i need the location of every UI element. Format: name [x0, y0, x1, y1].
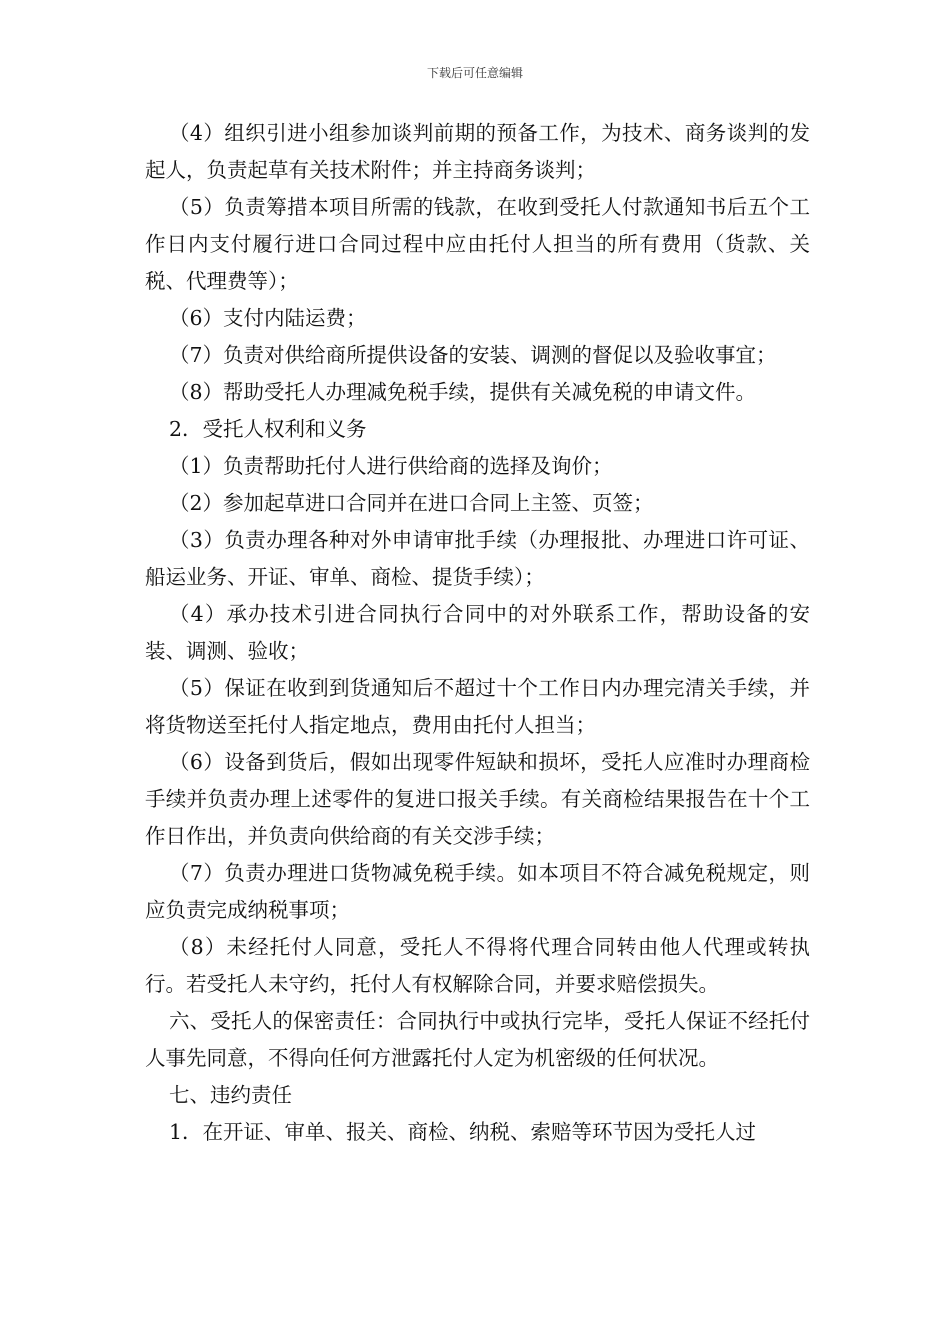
paragraph: （4）组织引进小组参加谈判前期的预备工作，为技术、商务谈判的发起人，负责起草有关技术附件；并主持商务谈判； [145, 121, 810, 182]
paragraph: 六、受托人的保密责任：合同执行中或执行完毕，受托人保证不经托付人事先同意，不得向任何方泄露托付人定为机密级的任何状况。 [145, 1009, 810, 1070]
paragraph: （8）帮助受托人办理减免税手续，提供有关减免税的申请文件。 [169, 380, 757, 404]
paragraph: （5）保证在收到到货通知后不超过十个工作日内办理完清关手续，并将货物送至托付人指定地点，费用由托付人担当； [145, 676, 810, 737]
paragraph: （3）负责办理各种对外申请审批手续（办理报批、办理进口许可证、船运业务、开证、审单、商检、提货手续）； [145, 528, 810, 589]
section-heading: 2．受托人权利和义务 [169, 417, 367, 441]
paragraph: （7）负责对供给商所提供设备的安装、调测的督促以及验收事宜； [169, 343, 777, 367]
paragraph: （6）支付内陆运费； [169, 306, 367, 330]
header-note: 下载后可任意编辑 [426, 66, 523, 80]
paragraph: （7）负责办理进口货物减免税手续。如本项目不符合减免税规定，则应负责完成纳税事项； [145, 861, 810, 922]
section-heading: 七、违约责任 [169, 1083, 292, 1107]
paragraph: （8）未经托付人同意，受托人不得将代理合同转由他人代理或转执行。若受托人未守约，托付人有权解除合同，并要求赔偿损失。 [145, 935, 810, 996]
paragraph: （1）负责帮助托付人进行供给商的选择及询价； [169, 454, 613, 478]
paragraph: （5）负责筹措本项目所需的钱款，在收到受托人付款通知书后五个工作日内支付履行进口合同过程中应由托付人担当的所有费用（货款、关税、代理费等）； [145, 195, 810, 293]
paragraph: 1．在开证、审单、报关、商检、纳税、索赔等环节因为受托人过 [169, 1120, 757, 1144]
paragraph: （6）设备到货后，假如出现零件短缺和损坏，受托人应准时办理商检手续并负责办理上述零件的复进口报关手续。有关商检结果报告在十个工作日作出，并负责向供给商的有关交涉手续； [145, 750, 810, 848]
paragraph: （2）参加起草进口合同并在进口合同上主签、页签； [169, 491, 654, 515]
document-body [145, 115, 810, 1151]
paragraph: （4）承办技术引进合同执行合同中的对外联系工作，帮助设备的安装、调测、验收； [145, 602, 810, 663]
